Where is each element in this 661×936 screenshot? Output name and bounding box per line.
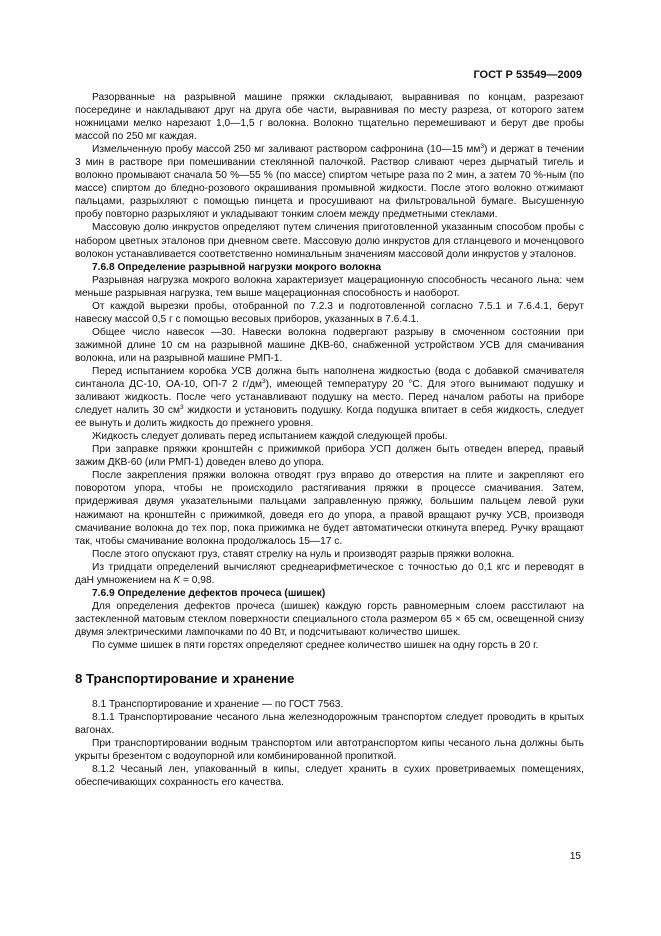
document-header: ГОСТ Р 53549—2009: [473, 69, 582, 81]
paragraph: При заправке пряжки кронштейн с прижимкой прибора УСП должен быть отведен вперед, правый зажим ДКВ-60 (или РМП-1) доведен влево до упора.: [75, 444, 584, 469]
paragraph: 8.1.1 Транспортирование чесаного льна железнодорожным транспортом следует проводить в крытых вагонах.: [75, 712, 584, 737]
paragraph: 8.1 Транспортирование и хранение — по ГОСТ 7563.: [92, 699, 344, 711]
subsection-heading-7-6-8: 7.6.8 Определение разрывной нагрузки мокрого волокна: [92, 261, 382, 273]
section-heading-8: 8 Транспортирование и хранение: [75, 671, 295, 687]
page-number: 15: [569, 851, 581, 862]
paragraph: 8.1.2 Чесаный лен, упакованный в кипы, следует хранить в сухих проветриваемых помещениях, обеспечивающих сохранность его качества.: [75, 764, 584, 789]
paragraph: Из тридцати определений вычисляют среднеарифметическое с точностью до 0,1 кгс и переводят в даН умножением на K = 0,98.: [75, 561, 584, 586]
paragraph: От каждой вырезки пробы, отобранной по 7.2.3 и подготовленной согласно 7.5.1 и 7.6.4.1, берут навеску массой 0,5 г с помощью весовых приборов, указанных в 7.6.4.1.: [75, 300, 584, 325]
paragraph: При транспортировании водным транспортом или автотранспортом кипы чесаного льна должны быть укрыты брезентом с водоупорной или комбинированной пропиткой.: [75, 738, 584, 763]
paragraph: Разорванные на разрывной машине пряжки складывают, выравнивая по концам, разрезают посередине и накладывают друг на друга обе части, выравнивая по месту разреза, от которого затем ножницами мелко нарезают 1,0—1,5 г волокна. Волокно тщательно перемешивают и берут две пробы массой по 250 мг каждая.: [75, 92, 584, 143]
document-body: [75, 91, 584, 789]
paragraph: Для определения дефектов прочеса (шишек) каждую горсть равномерным слоем расстилают на застекленной матовым стеклом поверхности специального стола размером 65 × 65 см, освещенной снизу двумя электрическими лампочками по 40 Вт, и подсчитывают количество шишек.: [75, 600, 584, 638]
paragraph: После закрепления пряжки волокна отводят груз вправо до отверстия на плите и закрепляют его поворотом упора, чтобы не происходило растягивания пряжки в процессе смачивания. Затем, придерживая двумя указательными пальцами заправленную пряжку, большим пальцем левой руки нажимают на кронштейн с прижимкой, доведя его до упора, а правой вращают ручку УСВ, производя смачивание волокна до тех пор, пока прижимка не будет автоматически откинута вперед. Ручку вращают так, чтобы смачивание волокна продолжалось 15—17 с.: [75, 470, 584, 547]
paragraph: После этого опускают груз, ставят стрелку на нуль и производят разрыв пряжки волокна.: [92, 548, 515, 560]
paragraph: Жидкость следует доливать перед испытанием каждой следующей пробы.: [92, 431, 448, 443]
paragraph: Массовую долю инкрустов определяют путем сличения приготовленной указанным способом пробы с набором цветных эталонов при дневном свете. Массовую долю инкрустов для стланцевого и моченцового волокон устанавливается соответственно номинальным значениям массовой доли инкрустов у эталонов.: [75, 222, 584, 260]
subsection-heading-7-6-9: 7.6.9 Определение дефектов прочеса (шишек): [92, 587, 326, 599]
paragraph: Общее число навесок —30. Навески волокна подвергают разрыву в смоченном состоянии при зажимной длине 10 см на разрывной машине ДКВ-60, снабженной устройством УСВ для смачивания волокна, или на разрывной машине РМП-1.: [75, 326, 584, 364]
paragraph: Измельченную пробу массой 250 мг заливают раствором сафронина (10—15 $мм^3$) и держат в течении 3 мин в растворе при помешивании стеклянной палочкой. Раствор сливают через дырчатый тигель и волокно промывают сначала 50 %—55 % (по массе) спиртом четыре раза по 2 мин, а затем 70 %-ным (по массе) спиртом до бледно-розового окрашивания промывной жидкости. После этого волокно отжимают пальцами, разрыхляют с помощью пинцета и просушивают на фильтровальной бумаге. Высушенную пробу повторно разрыхляют и укладывают тонким слоем между предметными стеклами.: [75, 143, 585, 221]
paragraph: По сумме шишек в пяти горстях определяют среднее количество шишек на одну горсть в 20 г.: [92, 639, 539, 651]
paragraph: Разрывная нагрузка мокрого волокна характеризует мацерационную способность чесаного льна: чем меньше разрывная нагрузка, тем выше мацерационная способность и наоборот.: [75, 274, 584, 299]
paragraph: Перед испытанием коробка УСВ должна быть наполнена жидкостью (вода с добавкой смачивателя синтанола ДС-10, ОА-10, ОП-7 2 $г/дм^3$), имеющей температуру 20 °С. Для этого вынимают подушку и заливают жидкость. После чего устанавливают подушку на место. Перед началом работы на приборе следует налить 30 $см^3$ жидкости и установить подушку. Когда подушка впитает в себя жидкость, следует ее вынуть и долить жидкость до прежнего уровня.: [75, 365, 584, 430]
